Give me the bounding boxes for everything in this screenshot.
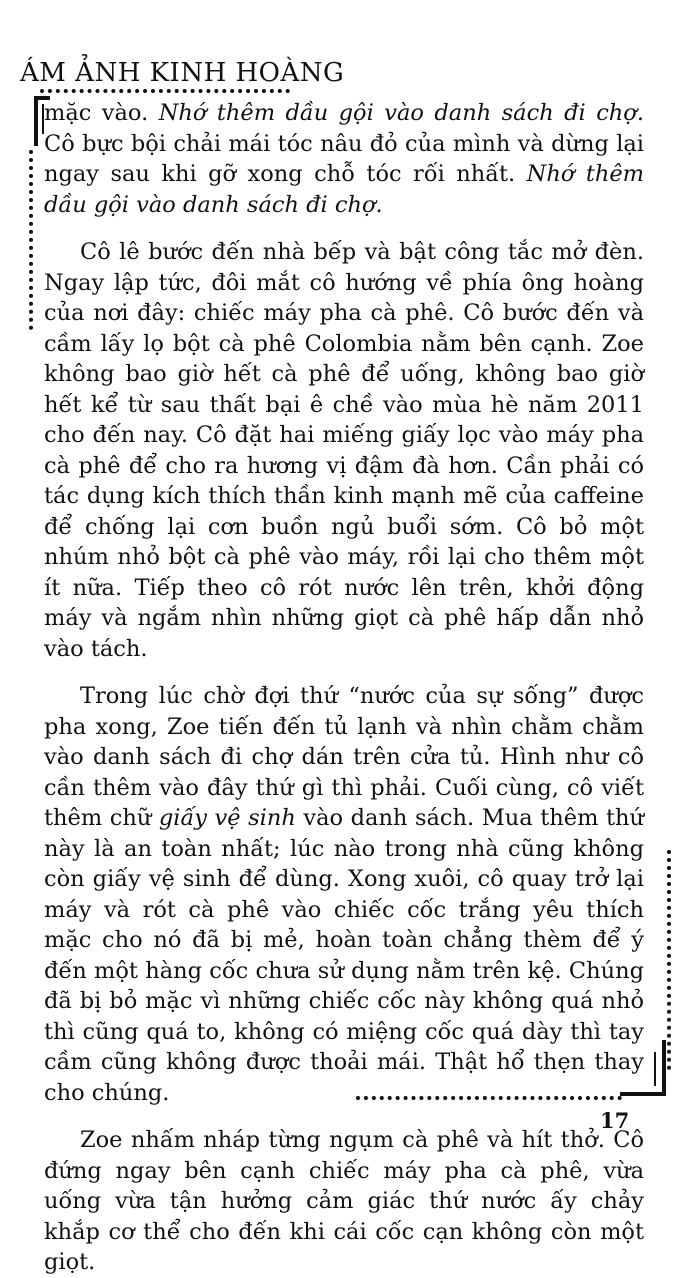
page-number: 17 (600, 1108, 630, 1133)
bottom-right-bracket-inner (654, 1052, 656, 1086)
bottom-dotted-rule (356, 1096, 622, 1100)
bottom-right-bracket-horizontal (620, 1092, 666, 1096)
top-left-bracket-vertical (34, 96, 38, 146)
running-header-title: ÁM ẢNH KINH HOÀNG (20, 58, 345, 88)
paragraph-1-italic-segment: Nhớ thêm dầu gội vào danh sách đi chợ. (158, 100, 644, 126)
paragraph-4-segment: Zoe nhấm nháp từng ngụm cà phê và hít thở. Cô đứng ngay bên cạnh chiếc máy pha cà phê, vừa uống vừa tận hưởng cảm giác thứ nước ấy chảy khắp cơ thể cho đến khi cái cốc cạn không còn một giọt. (44, 1127, 644, 1275)
paragraph-4 (44, 1125, 644, 1278)
body-text (44, 98, 644, 1278)
paragraph-3-segment: vào danh sách. Mua thêm thứ này là an toàn nhất; lúc nào trong nhà cũng không còn giấy vệ sinh để dùng. Xong xuôi, cô quay trở lại máy và rót cà phê vào chiếc cốc trắng yêu thích mặc cho nó đã bị mẻ, hoàn toàn chẳng thèm để ý đến một hàng cốc chưa sử dụng nằm trên kệ. Chúng đã bị bỏ mặc vì những chiếc cốc này không quá nhỏ thì cũng quá to, không có miệng cốc quá dày thì tay cầm cũng không được thoải mái. Thật hổ thẹn thay cho chúng. (44, 805, 644, 1106)
paragraph-1-italic-segment: Nhớ thêm dầu gội vào danh sách đi chợ. (44, 161, 644, 218)
paragraph-1-segment: Cô bực bội chải mái tóc nâu đỏ của mình và dừng lại ngay sau khi gỡ xong chỗ tóc rối nhất. (44, 130, 644, 187)
paragraph-3-segment: Trong lúc chờ đợi thứ “nước của sự sống” được pha xong, Zoe tiến đến tủ lạnh và nhìn chằm chằm vào danh sách đi chợ dán trên cửa tủ. Hình như cô cần thêm vào đây thứ gì thì phải. Cuối cùng, cô viết thêm chữ (44, 683, 644, 831)
paragraph-3 (44, 681, 644, 1108)
paragraph-3-italic-segment: giấy vệ sinh (158, 805, 296, 831)
paragraph-1-segment: mặc vào. (44, 100, 159, 126)
paragraph-2 (44, 237, 644, 664)
left-dotted-rule (29, 150, 33, 330)
right-dotted-rule (667, 850, 671, 1070)
paragraph-1 (44, 98, 644, 220)
paragraph-2-segment: Cô lê bước đến nhà bếp và bật công tắc mở đèn. Ngay lập tức, đôi mắt cô hướng về phía ông hoàng của nơi đây: chiếc máy pha cà phê. Cô bước đến và cầm lấy lọ bột cà phê Colombia nằm bên cạnh. Zoe không bao giờ hết cà phê để uống, không bao giờ hết kể từ sau thất bại ê chề vào mùa hè năm 2011 cho đến nay. Cô đặt hai miếng giấy lọc vào máy pha cà phê để cho ra hương vị đậm đà hơn. Cần phải có tác dụng kích thích thần kinh mạnh mẽ của caffeine để chống lại cơn buồn ngủ buổi sớm. Cô bỏ một nhúm nhỏ bột cà phê vào máy, rồi lại cho thêm một ít nữa. Tiếp theo cô rót nước lên trên, khởi động máy và ngắm nhìn những giọt cà phê hấp dẫn nhỏ vào tách. (44, 239, 644, 662)
bottom-right-bracket-vertical (662, 1040, 666, 1096)
top-dotted-rule (40, 89, 290, 93)
